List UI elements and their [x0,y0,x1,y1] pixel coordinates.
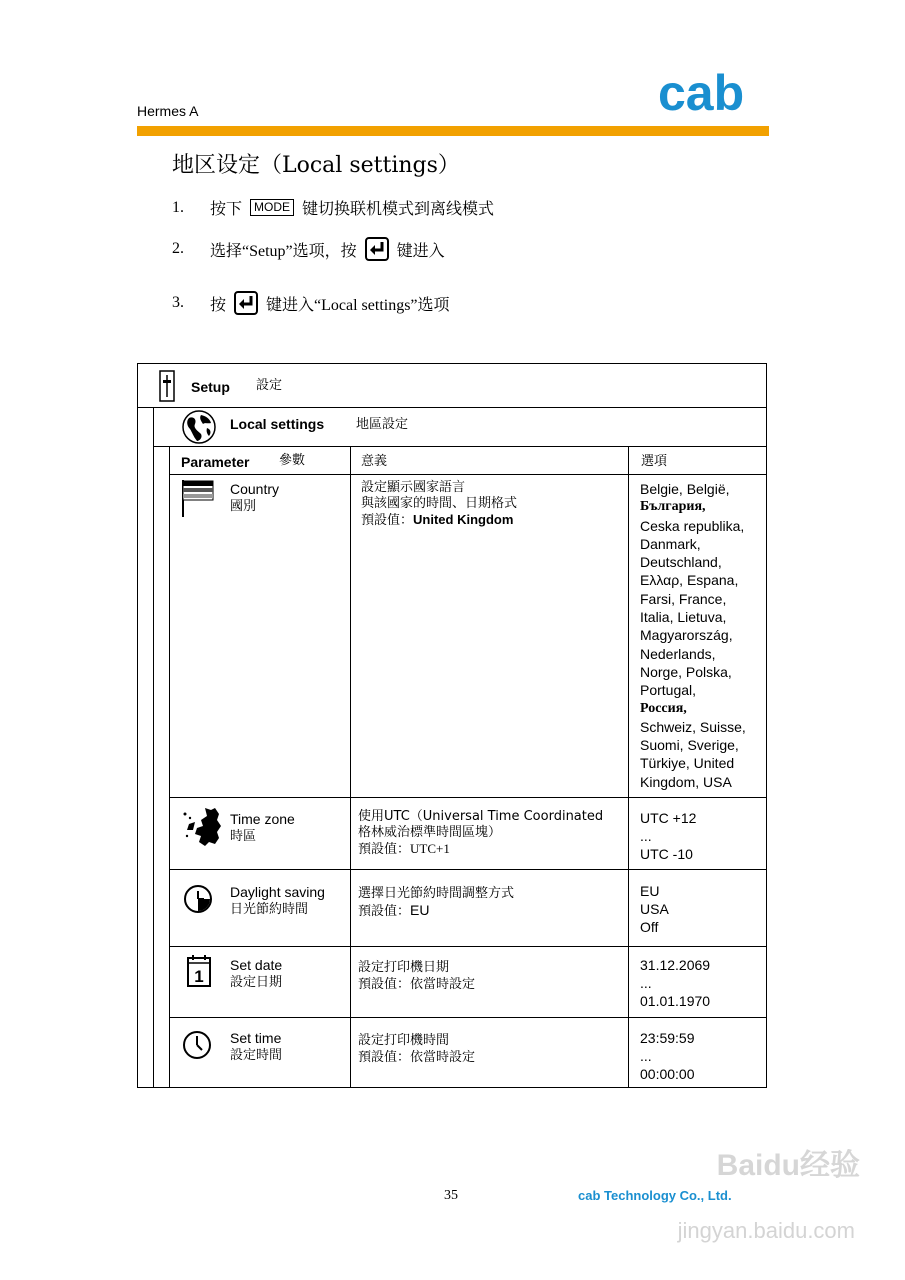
meaning-line: 與該國家的時間、日期格式 [361,496,518,511]
default-value: 依當時設定 [410,977,476,992]
divider [169,946,766,947]
header-meaning: 意義 [361,454,388,469]
default-value: UTC+1 [410,841,450,856]
option-item: Kingdom, USA [640,773,732,790]
step-2 [172,237,445,261]
option-item: Norge, Polska, [640,663,732,680]
divider [153,446,766,447]
option-item: Farsi, France, [640,590,727,607]
default-value: 依當時設定 [410,1050,476,1065]
option-item: Suomi, Sverige, [640,737,739,754]
default-value: United Kingdom [413,512,514,527]
meaning-line: 格林威治標準時間區塊） [358,825,502,840]
meaning-line: 使用UTC（Universal Time Coordinated [358,809,604,824]
divider [169,869,766,870]
option-item: България, [640,499,706,515]
baidu-watermark-url: jingyan.baidu.com [677,1218,855,1243]
calendar-icon [186,954,212,988]
step-text: 键进入 [396,242,445,260]
default-line [358,902,514,920]
page-heading: 地区设定（Local settings） [172,153,460,178]
param-country-zh: 國別 [230,499,257,514]
meaning-set-date [358,959,475,993]
default-prefix: 預設值： [358,904,411,919]
step-1 [172,196,494,219]
meaning-country [361,480,517,529]
flag-icon [181,478,215,518]
option-item: Ελλαρ, Espana, [640,572,739,589]
svg-text:1: 1 [194,967,204,986]
divider [169,1017,766,1018]
option-item: Italia, Lietuva, [640,609,727,626]
divider [138,407,766,408]
options-time-zone [640,809,696,863]
param-time-zone-zh: 時區 [230,829,257,844]
option-item: Danmark, [640,535,701,552]
step-text: 键进入“Local settings”选项 [266,296,450,314]
meaning-line: 選擇日光節約時間調整方式 [358,886,515,901]
europe-map-icon [181,806,225,850]
option-item: 23:59:59 [640,1030,695,1046]
option-item: Magyarország, [640,627,733,644]
default-prefix: 預設值： [358,977,411,992]
param-set-time: Set time [230,1030,282,1046]
param-set-date-zh: 設定日期 [230,975,283,990]
option-item: 01.01.1970 [640,993,711,1009]
options-set-time [640,1029,695,1083]
option-item: USA [640,901,669,917]
option-item: ... [640,1048,652,1064]
param-set-time-zh: 設定時間 [230,1048,283,1063]
option-item: Portugal, [640,682,697,699]
option-item: 31.12.2069 [640,957,711,973]
default-value: EU [410,902,430,918]
option-item: Deutschland, [640,554,722,571]
step-text: 按下 [210,201,243,218]
local-settings-label: Local settings [230,416,325,432]
clock-sun-icon [183,884,213,914]
header-parameter-zh: 參數 [279,453,306,468]
option-item: Belgie, België, [640,481,730,497]
divider [350,446,351,1087]
step-3 [172,291,450,315]
param-time-zone: Time zone [230,811,295,827]
logo-text: cab [658,70,745,116]
divider [153,407,154,1087]
default-prefix: 預設值： [358,1050,411,1065]
step-text: 键切换联机模式到离线模式 [302,201,495,218]
param-daylight-saving: Daylight saving [230,884,325,900]
default-line [361,512,517,529]
option-item: EU [640,883,660,899]
default-line [358,841,603,858]
setup-label: Setup [191,379,230,395]
param-set-date: Set date [230,957,283,973]
enter-key-icon [234,291,258,315]
globe-icon [181,410,217,444]
option-item: Nederlands, [640,645,716,662]
meaning-line: 設定打印機時間 [358,1033,450,1048]
setup-label-zh: 設定 [256,378,283,393]
options-set-date [640,956,710,1010]
option-item: Россия, [640,700,687,716]
settings-table [137,363,767,1088]
page-number: 35 [444,1188,458,1203]
cab-logo [656,70,766,116]
option-item: ... [640,828,652,844]
options-daylight-saving [640,882,669,936]
step-text: 选择“Setup”选项，按 [210,242,357,260]
option-item: 00:00:00 [640,1066,695,1082]
default-line [358,1049,475,1066]
param-country: Country [230,481,280,497]
header-parameter: Parameter [181,454,250,470]
option-item: UTC +12 [640,810,697,826]
step-text: 按 [210,296,227,314]
option-item: Türkiye, United [640,755,735,772]
divider [169,446,170,1087]
clock-icon [182,1030,212,1060]
option-item: Ceska republika, [640,517,745,534]
company-name: cab Technology Co., Ltd. [578,1188,732,1203]
meaning-line: 設定顯示國家語言 [361,480,466,495]
header-accent-bar [137,126,769,136]
step-number: 1. [172,198,184,216]
meaning-set-time [358,1032,475,1066]
header-title: Hermes A [137,103,199,119]
option-item: Schweiz, Suisse, [640,718,746,735]
option-item: Off [640,919,659,935]
default-line [358,976,475,993]
step-number: 2. [172,240,184,257]
local-settings-label-zh: 地區設定 [356,417,409,432]
setup-icon [159,370,175,402]
divider [169,474,766,475]
meaning-daylight-saving [358,885,514,920]
default-prefix: 預設值： [358,842,411,857]
divider [628,446,629,1087]
options-country [640,480,746,791]
option-item: UTC -10 [640,846,693,862]
enter-key-icon [365,237,389,261]
divider [169,797,766,798]
option-item: ... [640,975,652,991]
default-prefix: 預設值： [361,513,414,528]
param-daylight-saving-zh: 日光節約時間 [230,902,309,917]
mode-key-icon: MODE [250,199,294,216]
meaning-time-zone [358,809,603,858]
baidu-watermark: Baidu经验 [716,1149,860,1182]
header-options: 選項 [641,454,668,469]
meaning-line: 設定打印機日期 [358,960,450,975]
step-number: 3. [172,294,184,311]
